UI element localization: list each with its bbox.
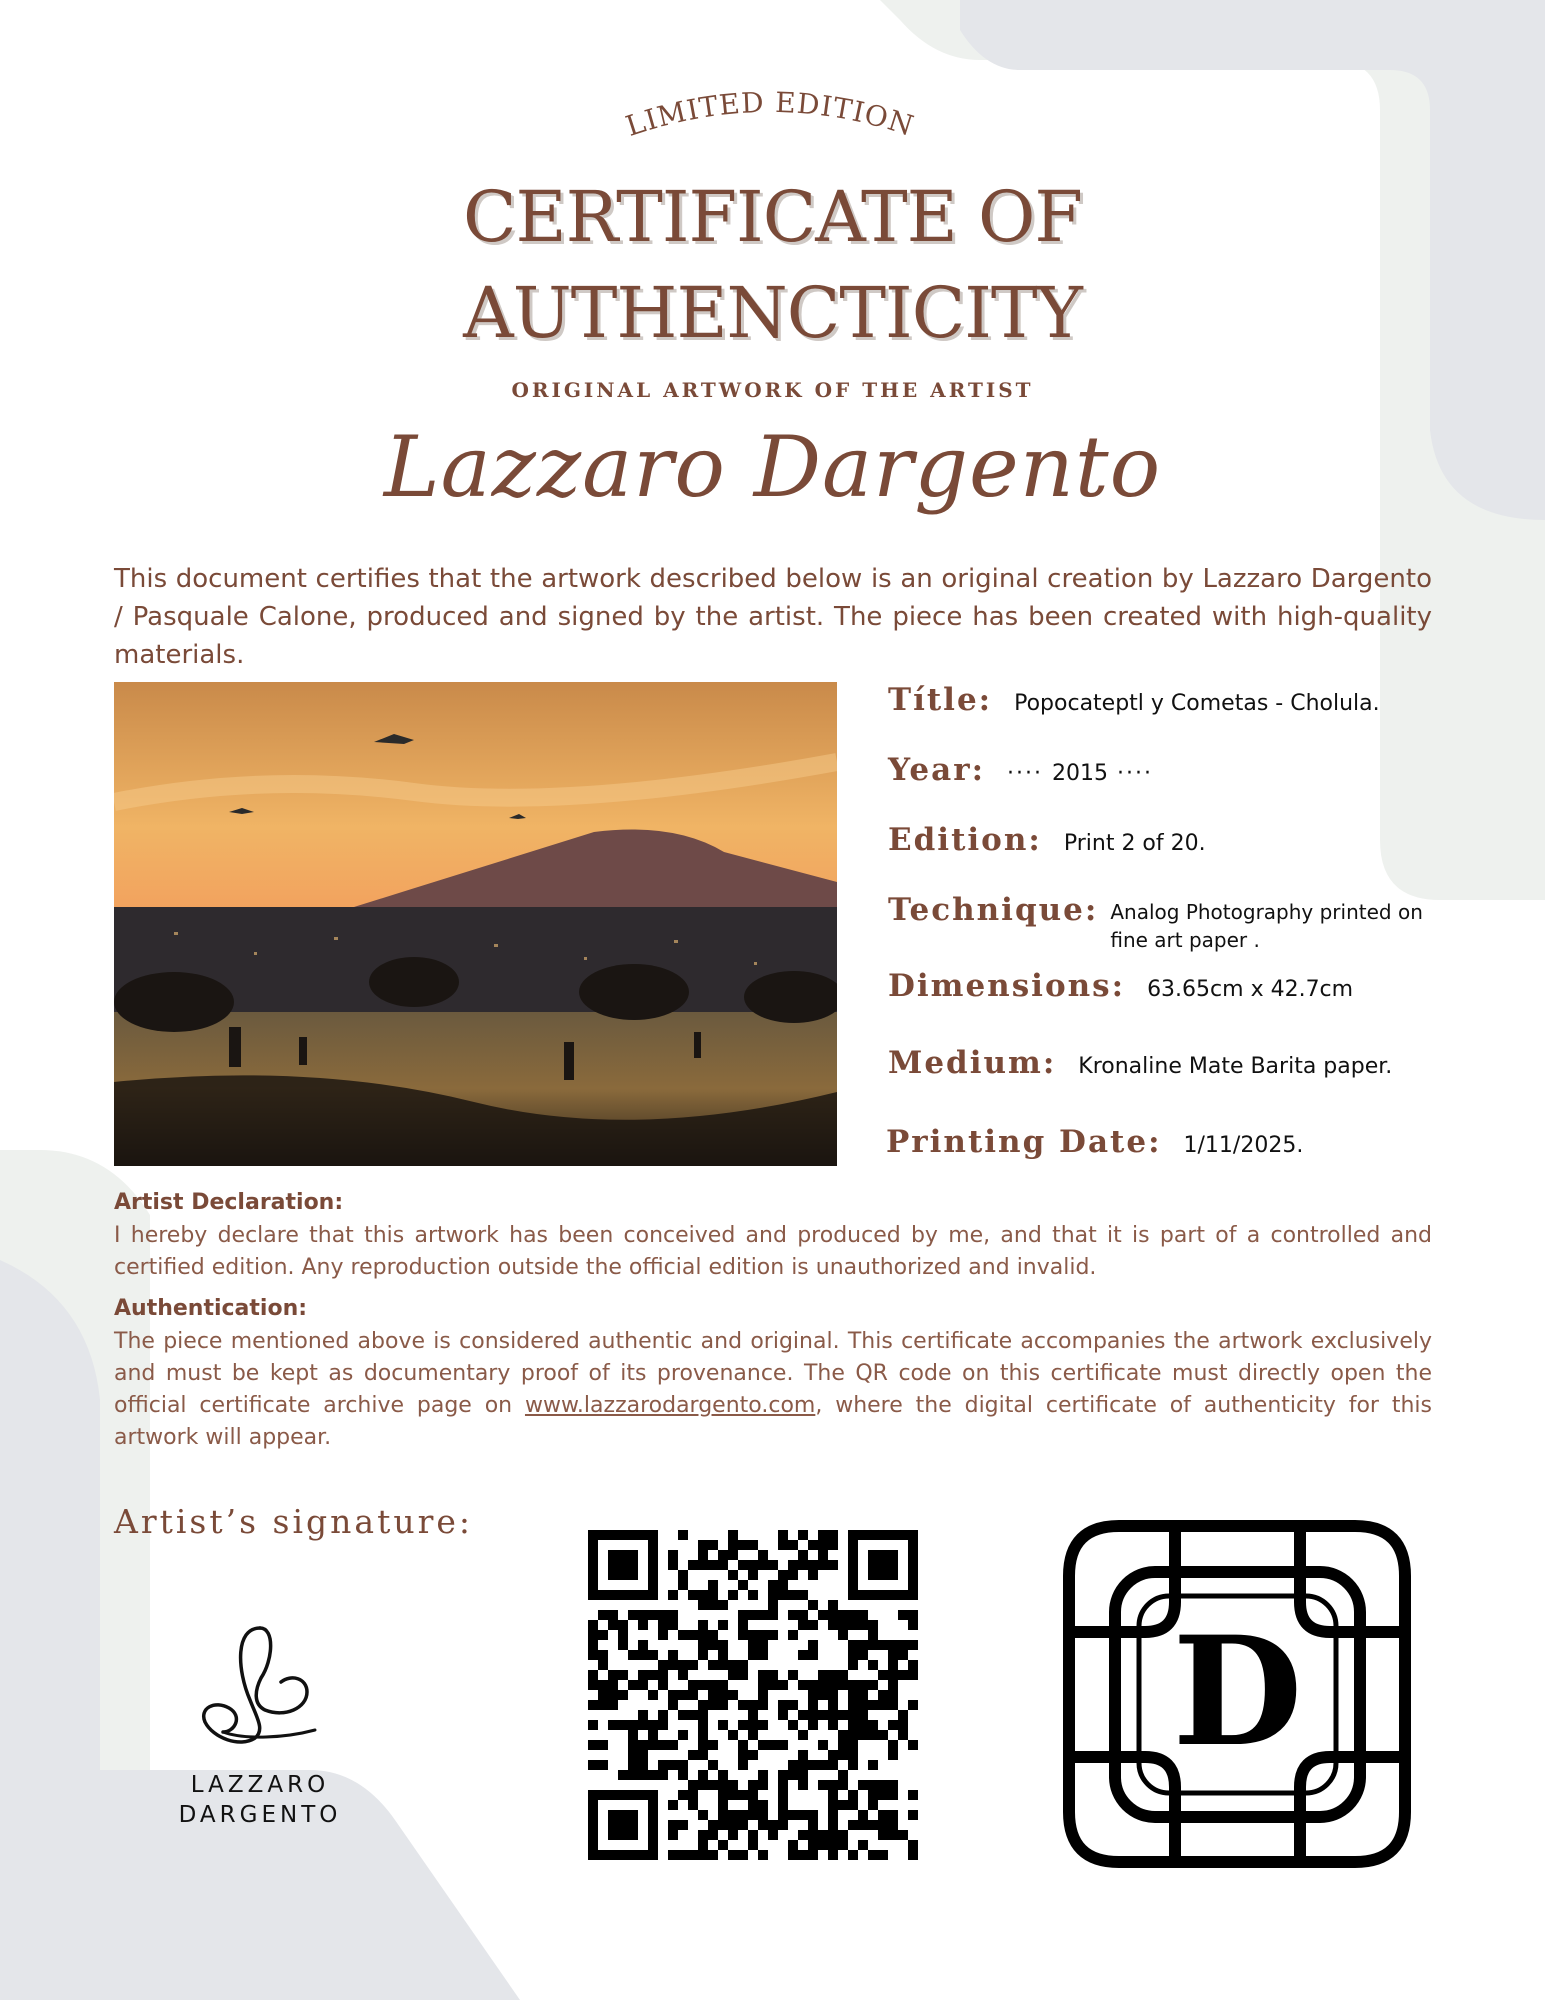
seal-monogram-icon (1055, 1512, 1420, 1877)
field-technique (888, 892, 1450, 954)
dots-decoration: ···· (1007, 761, 1052, 786)
edition-value: Print 2 of 20. (1063, 831, 1206, 856)
signature-logo-icon (195, 1620, 325, 1755)
printing-date-value: 1/11/2025. (1183, 1133, 1304, 1158)
seal-letter: D (1172, 1604, 1303, 1780)
field-medium (888, 1045, 1392, 1081)
dimensions-label: Dimensions: (888, 968, 1126, 1004)
artist-name: Lazzaro Dargento (383, 418, 1162, 516)
title-value: Popocateptl y Cometas - Cholula. (1014, 691, 1380, 716)
title-label: Títle: (888, 682, 993, 718)
technique-label: Technique: (888, 892, 1099, 928)
year-value-wrap (1007, 761, 1153, 786)
intro-paragraph: This document certifies that the artwork described below is an original creation by Lazzaro Dargento / Pasquale Calone, produced and signed by the artist. The piece has been created with high-quality materials. (114, 564, 1432, 670)
qr-code[interactable] (588, 1530, 918, 1860)
brand-name-line1: LAZZARO (190, 1772, 330, 1798)
technique-value: Analog Photography printed on fine art paper . (1110, 900, 1423, 952)
authentication-body (114, 1326, 1432, 1454)
field-year (888, 752, 1153, 788)
medium-value: Kronaline Mate Barita paper. (1078, 1054, 1393, 1079)
brand-name-line2: DARGENTO (178, 1802, 342, 1828)
limited-edition-arc (560, 82, 980, 162)
declaration-body: I hereby declare that this artwork has been conceived and produced by me, and that it is part of a controlled and certified edition. Any reproduction outside the official edition is unauthorized and invalid. (114, 1223, 1432, 1280)
field-title (888, 682, 1380, 718)
dots-decoration: ···· (1108, 761, 1153, 786)
dimensions-value: 63.65cm x 42.7cm (1147, 977, 1354, 1002)
printing-date-label: Printing Date: (886, 1124, 1162, 1160)
certificate-title-line2: AUTHENCTICITY (463, 272, 1082, 354)
website-link[interactable]: www.lazzarodargento.com (524, 1393, 816, 1418)
year-value: 2015 (1052, 761, 1108, 786)
declaration-heading: Artist Declaration: (114, 1190, 344, 1215)
authentication-text-end: , where the digital certificate of authenticity for this artwork will appear. (114, 1393, 1432, 1450)
authentication-text-start: The piece mentioned above is considered authentic and original. This certificate accompanies the artwork exclusively and must be kept as documentary proof of its provenance. The QR code on this certificate must directly open the official certificate archive page on (114, 1329, 1432, 1418)
field-edition (888, 822, 1206, 858)
signature-label: Artist’s signature: (114, 1502, 474, 1541)
edition-tag: LIMITED EDITION (621, 85, 919, 143)
field-printing-date (886, 1124, 1303, 1160)
medium-label: Medium: (888, 1045, 1057, 1081)
certificate-title-line1: CERTIFICATE OF (463, 176, 1082, 258)
authentication-heading: Authentication: (114, 1296, 308, 1321)
field-dimensions (888, 968, 1353, 1004)
subtitle: ORIGINAL ARTWORK OF THE ARTIST (511, 378, 1034, 402)
artwork-photo (114, 682, 837, 1166)
edition-label: Edition: (888, 822, 1042, 858)
year-label: Year: (888, 752, 986, 788)
svg-text:LIMITED EDITION (622, 86, 918, 143)
